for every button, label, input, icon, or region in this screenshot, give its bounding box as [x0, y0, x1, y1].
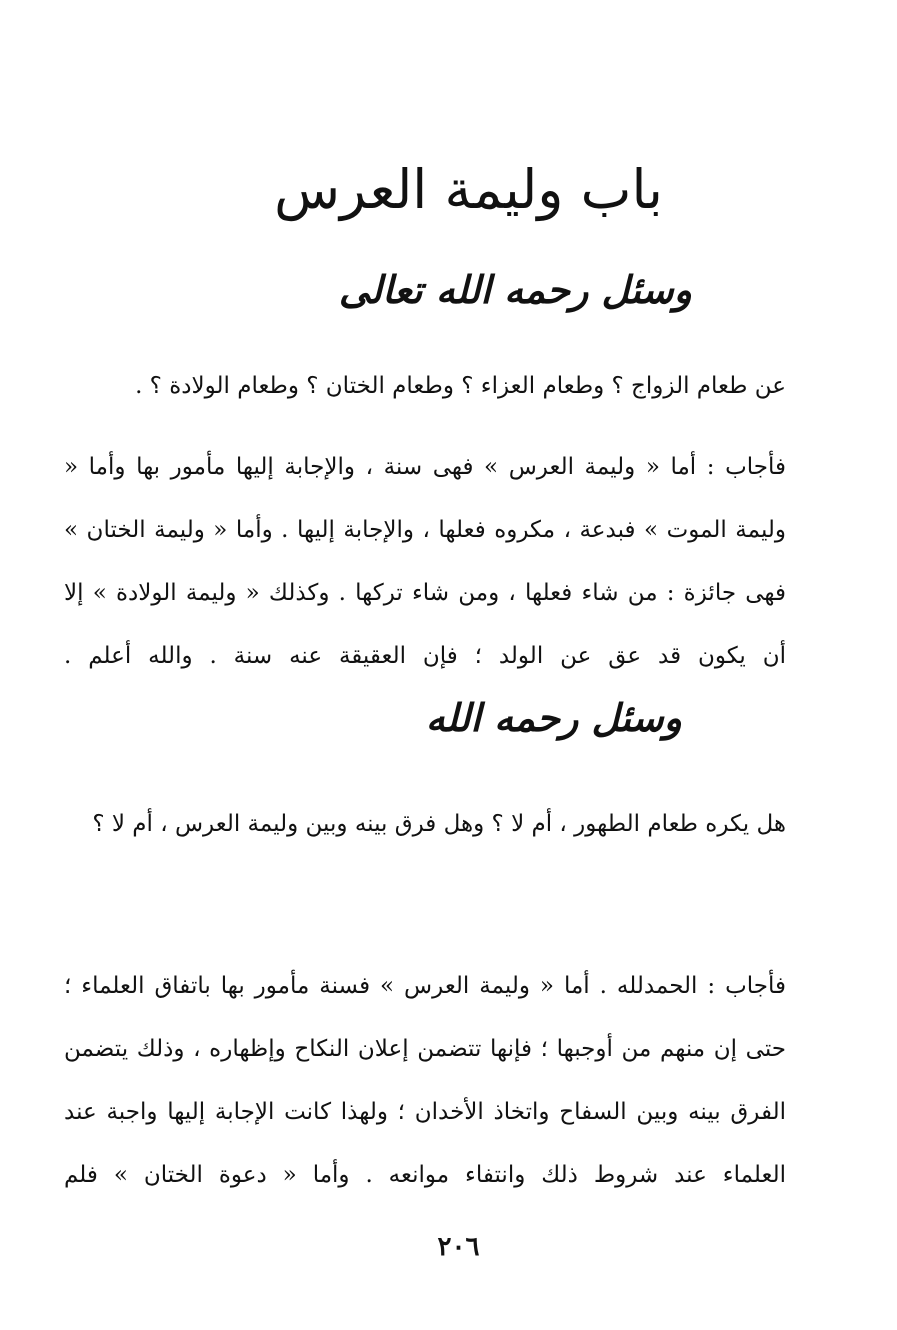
- section-2-heading: وسئل رحمه الله: [425, 695, 682, 740]
- section-1-heading: وسئل رحمه الله تعالى: [338, 267, 692, 312]
- chapter-title: باب وليمة العرس: [274, 158, 663, 221]
- section-1-answer: فأجاب : أما « وليمة العرس » فهى سنة ، والإجابة إليها مأمور بها وأما « وليمة الموت » فبدعة ، مكروه فعلها ، والإجابة إليها . وأما « وليمة الختان » فهى جائزة : من شاء فعلها ، ومن شاء تركها . وكذلك « وليمة الولادة » إلا أن يكون قد عق عن الولد ؛ فإن العقيقة عنه سنة . والله أعلم .: [64, 454, 786, 669]
- section-2-question: هل يكره طعام الطهور ، أم لا ؟ وهل فرق بينه وبين وليمة العرس ، أم لا ؟: [92, 811, 786, 837]
- section-2-answer: فأجاب : الحمدلله . أما « وليمة العرس » فسنة مأمور بها باتفاق العلماء ؛ حتى إن منهم من أوجبها ؛ فإنها تتضمن إعلان النكاح وإظهاره ، وذلك يتضمن الفرق بينه وبين السفاح واتخاذ الأخدان ؛ ولهذا كانت الإجابة إليها واجبة عند العلماء عند شروط ذلك وانتفاء موانعه . وأما « دعوة الختان » فلم: [64, 973, 786, 1188]
- section-1-question: عن طعام الزواج ؟ وطعام العزاء ؟ وطعام الختان ؟ وطعام الولادة ؟ .: [135, 373, 786, 399]
- page-number: ٢٠٦: [437, 1232, 480, 1262]
